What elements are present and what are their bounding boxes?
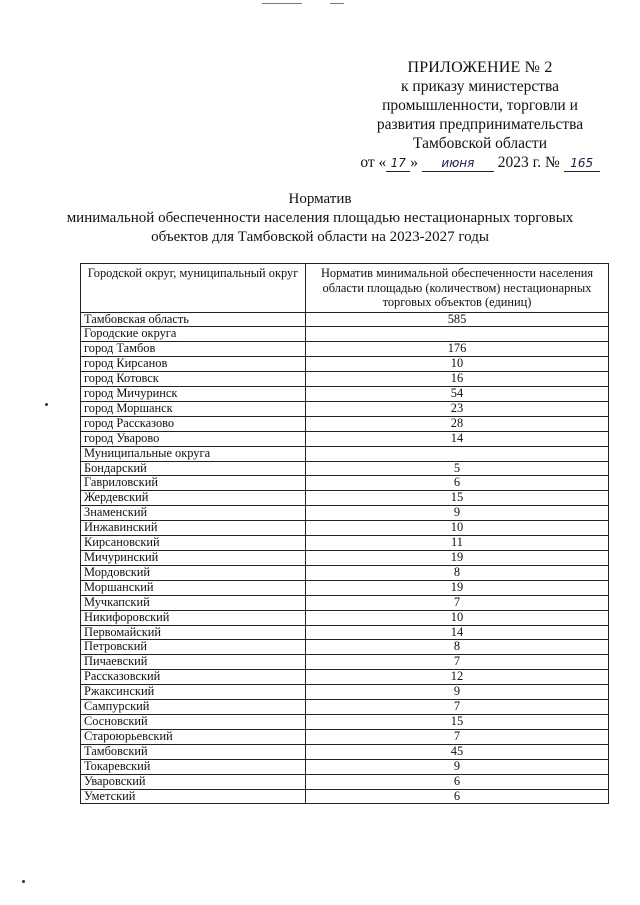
district-name: город Моршанск [81,401,306,416]
table-row [81,401,609,416]
norm-value: 7 [306,595,609,610]
table-row [81,357,609,372]
norm-value: 45 [306,744,609,759]
norm-value: 9 [306,685,609,700]
district-name: Знаменский [81,506,306,521]
district-name: Уметский [81,789,306,804]
district-name: Ржаксинский [81,685,306,700]
district-name: Мичуринский [81,551,306,566]
norm-value: 15 [306,491,609,506]
district-name: Сампурский [81,700,306,715]
district-name: Кирсановский [81,536,306,551]
table-row [81,580,609,595]
district-name: Пичаевский [81,655,306,670]
district-name: город Кирсанов [81,357,306,372]
column-header-district: Городской округ, муниципальный округ [81,264,306,313]
norm-value: 19 [306,551,609,566]
norm-value: 14 [306,431,609,446]
table-row [81,729,609,744]
district-name: Тамбовский [81,744,306,759]
scan-mark [262,3,302,4]
table-row [81,759,609,774]
norm-value: 11 [306,536,609,551]
district-name: Сосновский [81,714,306,729]
norm-value: 14 [306,625,609,640]
table-row [81,506,609,521]
table-row [81,625,609,640]
district-name: Никифоровский [81,610,306,625]
norms-table [80,263,609,804]
appendix-line: Тамбовской области [413,135,547,152]
district-name: Муниципальные округа [81,446,306,461]
heading-title: Норматив [288,191,352,207]
table-row [81,610,609,625]
table-row [81,342,609,357]
date-prefix: от « [360,154,387,171]
column-header-norm: Норматив минимальной обеспеченности населения области площадью (количеством) нестационарных торговых объектов (единиц) [306,264,609,313]
table-row [81,312,609,327]
appendix-line: к приказу министерства [401,78,559,95]
norm-value: 7 [306,655,609,670]
table-row [81,714,609,729]
table-row [81,789,609,804]
norm-value [306,446,609,461]
scan-speck [45,403,48,406]
table-row [81,774,609,789]
district-name: Моршанский [81,580,306,595]
norm-value: 10 [306,521,609,536]
scan-mark [330,3,344,4]
district-name: Уваровский [81,774,306,789]
norm-value: 6 [306,476,609,491]
heading-line: минимальной обеспеченности населения площадью нестационарных торговых [66,210,574,226]
district-name: Тамбовская область [81,312,306,327]
table-row [81,595,609,610]
scan-speck [22,880,25,883]
district-name: город Мичуринск [81,387,306,402]
district-name: Петровский [81,640,306,655]
norm-value: 9 [306,759,609,774]
table-row [81,387,609,402]
district-name: Рассказовский [81,670,306,685]
table-row [81,521,609,536]
district-name: город Рассказово [81,416,306,431]
norm-value: 12 [306,670,609,685]
table-row [81,685,609,700]
norm-value: 23 [306,401,609,416]
date-day: 17 [386,156,410,172]
table-row [81,491,609,506]
table-row [81,446,609,461]
appendix-line: промышленности, торговли и [382,97,578,114]
norm-value: 28 [306,416,609,431]
norm-value: 10 [306,357,609,372]
norm-value: 176 [306,342,609,357]
appendix-date-line [330,153,630,172]
norm-value: 19 [306,580,609,595]
appendix-block [330,58,630,172]
appendix-line: развития предпринимательства [376,116,584,133]
norm-value: 6 [306,789,609,804]
heading-line: объектов для Тамбовской области на 2023-2027 годы [151,229,489,245]
table-body [81,312,609,804]
norm-value: 7 [306,729,609,744]
norm-value: 8 [306,565,609,580]
document-heading [40,190,600,247]
table-row [81,476,609,491]
date-mid: » [410,154,419,171]
table-row [81,551,609,566]
district-name: Бондарский [81,461,306,476]
norm-value: 54 [306,387,609,402]
appendix-title: ПРИЛОЖЕНИЕ № 2 [407,59,553,76]
district-name: город Тамбов [81,342,306,357]
table-row [81,565,609,580]
district-name: Инжавинский [81,521,306,536]
district-name: Токаревский [81,759,306,774]
norm-value: 10 [306,610,609,625]
norm-value: 5 [306,461,609,476]
table-row [81,372,609,387]
table-row [81,655,609,670]
district-name: Гавриловский [81,476,306,491]
norm-value: 6 [306,774,609,789]
district-name: Мордовский [81,565,306,580]
norm-value: 8 [306,640,609,655]
district-name: Жердевский [81,491,306,506]
table-row [81,744,609,759]
table-row [81,700,609,715]
table-row [81,327,609,342]
norm-value: 7 [306,700,609,715]
order-number: 165 [564,156,600,172]
table-row [81,416,609,431]
district-name: Городские округа [81,327,306,342]
district-name: Староюрьевский [81,729,306,744]
norm-value [306,327,609,342]
date-month: июня [422,156,494,172]
table-header-row [81,264,609,313]
table-row [81,670,609,685]
table-row [81,536,609,551]
district-name: город Уварово [81,431,306,446]
norm-value: 9 [306,506,609,521]
table-row [81,640,609,655]
date-year: 2023 г. № [497,154,560,171]
table-row [81,461,609,476]
norm-value: 585 [306,312,609,327]
table-row [81,431,609,446]
norm-value: 15 [306,714,609,729]
district-name: Мучкапский [81,595,306,610]
district-name: город Котовск [81,372,306,387]
district-name: Первомайский [81,625,306,640]
norm-value: 16 [306,372,609,387]
